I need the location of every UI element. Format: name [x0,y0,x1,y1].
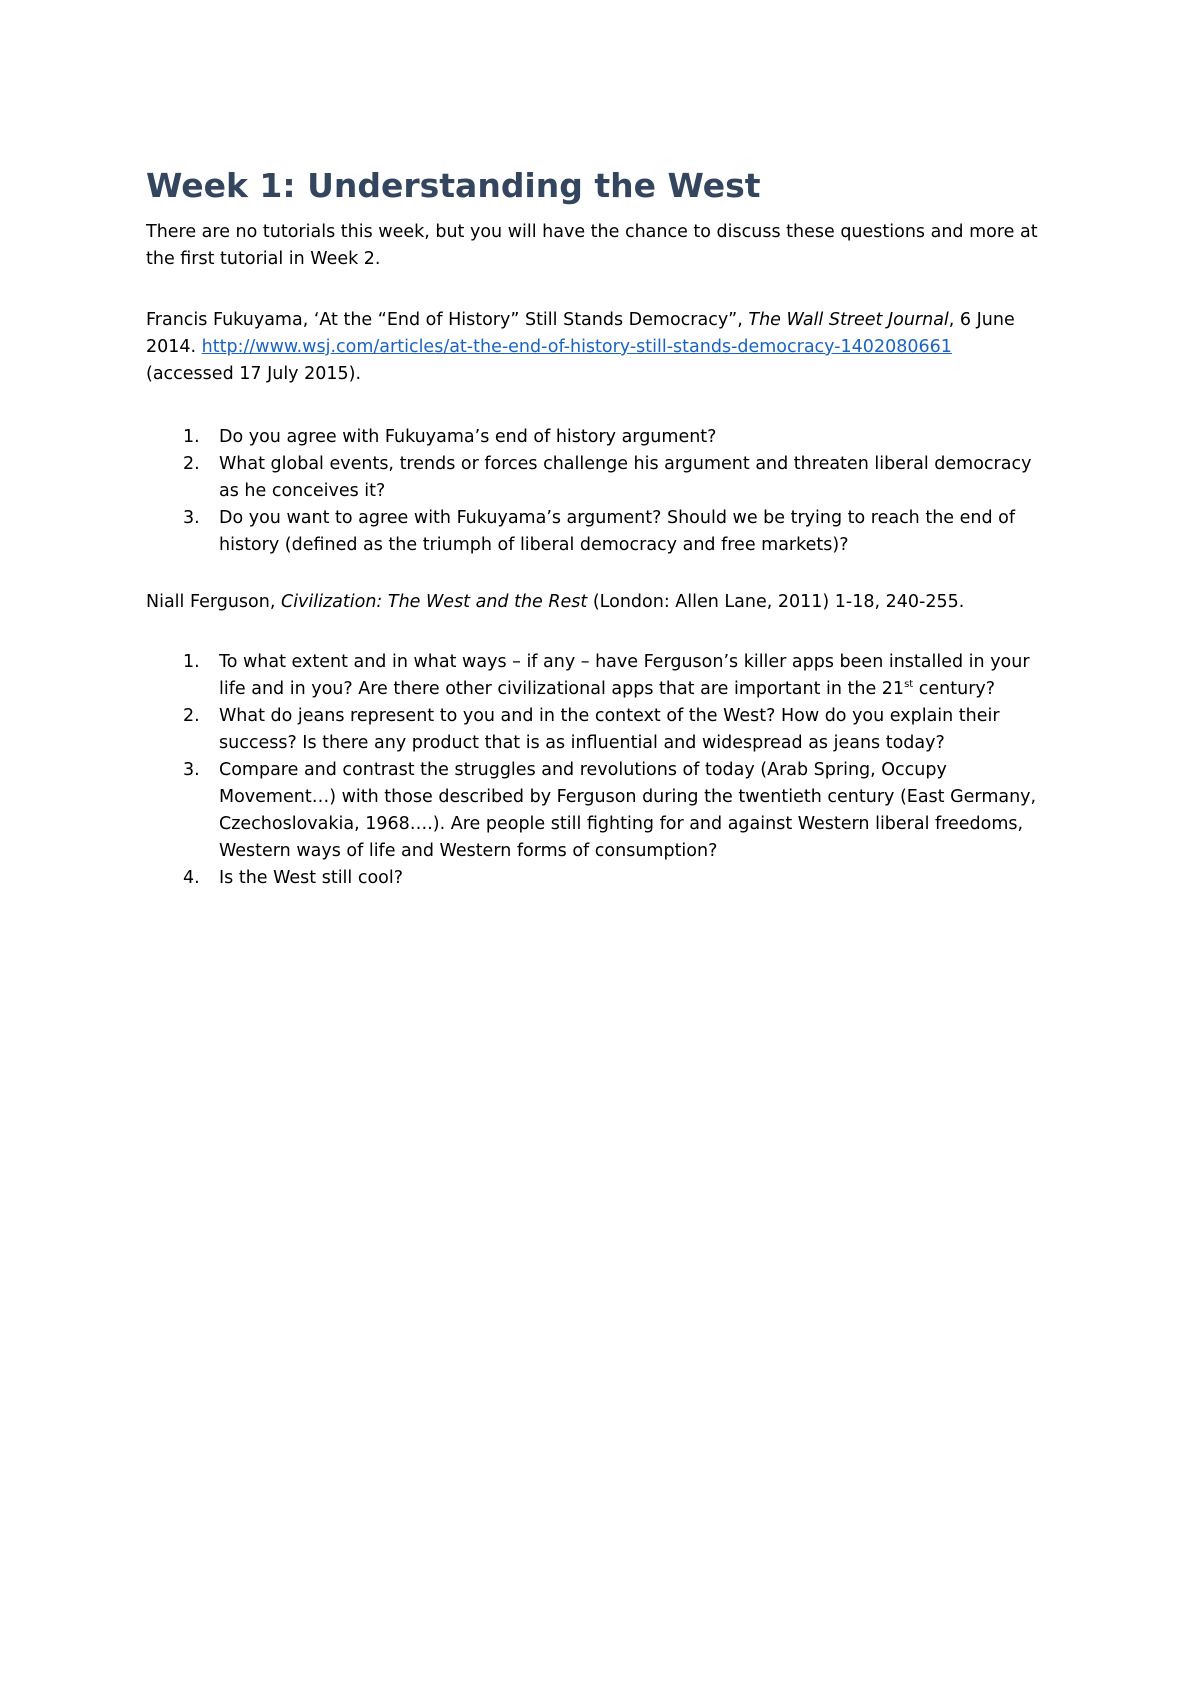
question-text: What global events, trends or forces challenge his argument and threaten liberal democracy [219,454,1032,474]
list-item [146,505,1066,559]
reading-journal-title: The Wall Street Journal [748,310,949,330]
reading-text: (London: Allen Lane, 2011) 1-18, 240-255. [587,592,965,612]
ordinal-superscript: st [904,679,914,690]
question-text-part: life and in you? Are there other civilizational apps that are important in the 21 [219,679,905,699]
question-text: To what extent and in what ways – if any – have Ferguson’s killer apps been installed in your [219,652,1030,672]
reading-text: 2014. [146,337,202,357]
reading-book-title: Civilization: The West and the Rest [280,592,588,612]
list-number: 2. [183,454,200,474]
intro-line: There are no tutorials this week, but you will have the chance to discuss these questions and more at [146,222,1038,242]
question-text: success? Is there any product that is as influential and widespread as jeans today? [219,733,945,753]
list-item [146,649,1066,703]
question-text: Do you want to agree with Fukuyama’s argument? Should we be trying to reach the end of [219,508,1016,528]
reading-line [146,334,1066,361]
reading-ferguson [146,589,1066,616]
list-number: 2. [183,706,200,726]
reading-text: , 6 June [948,310,1015,330]
question-text: Movement…) with those described by Ferguson during the twentieth century (East Germany, [219,787,1037,807]
question-text: Compare and contrast the struggles and revolutions of today (Arab Spring, Occupy [219,760,947,780]
reading-text: Niall Ferguson, [146,592,281,612]
reading-line: (accessed 17 July 2015). [146,364,362,384]
intro-paragraph [146,219,1066,273]
list-item [146,451,1066,505]
list-item [146,424,1066,451]
question-text-part: century? [913,679,996,699]
questions-list-ferguson [146,649,1066,892]
question-text: history (defined as the triumph of liberal democracy and free markets)? [219,535,849,555]
questions-list-fukuyama [146,424,1066,559]
intro-line: the first tutorial in Week 2. [146,249,381,269]
article-link[interactable]: http://www.wsj.com/articles/at-the-end-of-history-still-stands-democracy-1402080661 [201,337,952,357]
list-item [146,865,1066,892]
reading-line [146,589,1066,616]
list-item [146,703,1066,757]
list-number: 3. [183,760,200,780]
question-text: as he conceives it? [219,481,386,501]
list-item [146,757,1066,865]
reading-line [146,307,1066,334]
question-text: What do jeans represent to you and in the context of the West? How do you explain their [219,706,1000,726]
page-title: Week 1: Understanding the West [146,166,761,205]
reading-fukuyama [146,307,1066,388]
list-number: 3. [183,508,200,528]
list-number: 1. [183,427,200,447]
list-number: 1. [183,652,200,672]
question-text: Do you agree with Fukuyama’s end of history argument? [219,427,717,447]
reading-text: Francis Fukuyama, ‘At the “End of History” Still Stands Democracy”, [146,310,749,330]
list-number: 4. [183,868,200,888]
question-text [219,676,1066,703]
question-text: Is the West still cool? [219,868,404,888]
question-text: Czechoslovakia, 1968….). Are people still fighting for and against Western liberal freedoms, [219,814,1024,834]
question-text: Western ways of life and Western forms of consumption? [219,841,718,861]
